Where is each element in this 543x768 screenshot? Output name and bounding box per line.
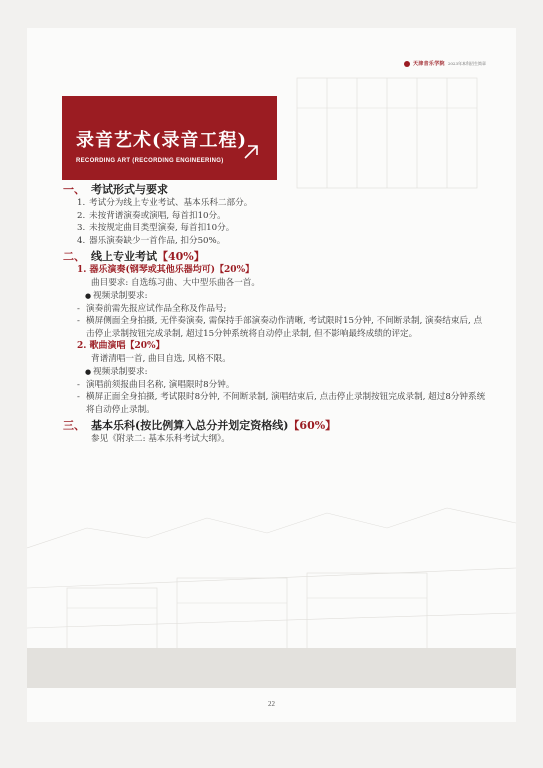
list-item: 1. 考试分为线上专业考试、基本乐科二部分。 [77,198,253,208]
section-heading-1: 一、 考试形式与要求 [63,183,168,196]
list-item: 4. 器乐演奏缺少一首作品, 扣分50%。 [77,235,226,246]
dash-item: - 横屏侧面全身拍摄, 无伴奏演奏, 需保持手部演奏动作清晰, 考试限时15分钟, 不间断录制, 演奏结束后, 点击停止录制按钮完成录制, 超过15分钟系统将自动停止录制, 但不影响最终成绩的评定。 [77,316,483,339]
bullet-item: ● 视频录制要求: [85,290,148,301]
bullet-item: ● 视频录制要求: [85,366,148,377]
requirement-text: 曲目要求: 自选练习曲、大中型乐曲各一首。 [91,278,260,289]
list-item: 3. 未按规定曲目类型演奏, 每首扣10分。 [77,223,235,234]
brand-subtitle: 2023年本科招生简章 [447,60,486,66]
section-title-banner [62,96,277,180]
subheading-instrument: 1. 器乐演奏(钢琴或其他乐器均可)【20%】 [77,265,255,276]
school-logo-icon [404,61,410,67]
list-item: 2. 未按背谱演奏或演唱, 每首扣10分。 [77,210,226,221]
dash-item: - 横屏正面全身拍摄, 考试限时8分钟, 不间断录制, 演唱结束后, 点击停止录制按钮完成录制, 超过8分钟系统将自动停止录制。 [77,392,486,415]
dash-item: - 演唱前须报曲目名称, 演唱限时8分钟。 [77,379,235,390]
title-english: RECORDING ART (RECORDING ENGINEERING) [76,158,224,164]
brand-name: 天津音乐学院 [413,61,445,67]
title-chinese: 录音艺术(录音工程) [76,130,248,151]
document-page [27,28,516,722]
page-number: 22 [268,700,275,708]
requirement-text: 背谱清唱一首, 曲目自选, 风格不限。 [91,354,231,365]
subheading-singing: 2. 歌曲演唱【20%】 [77,341,165,352]
content-body [63,180,493,446]
dash-item: - 演奏前需先报应试作品全称及作品号; [77,303,227,314]
reference-text: 参见《附录二: 基本乐科考试大纲》。 [91,434,230,445]
section-heading-3: 三、 基本乐科(按比例算入总分并划定资格线) 【60%】 [63,419,337,433]
section-heading-2: 二、 线上专业考试 【40%】 [63,250,205,264]
arrow-up-right-icon [243,144,259,160]
header-brand [404,60,486,67]
